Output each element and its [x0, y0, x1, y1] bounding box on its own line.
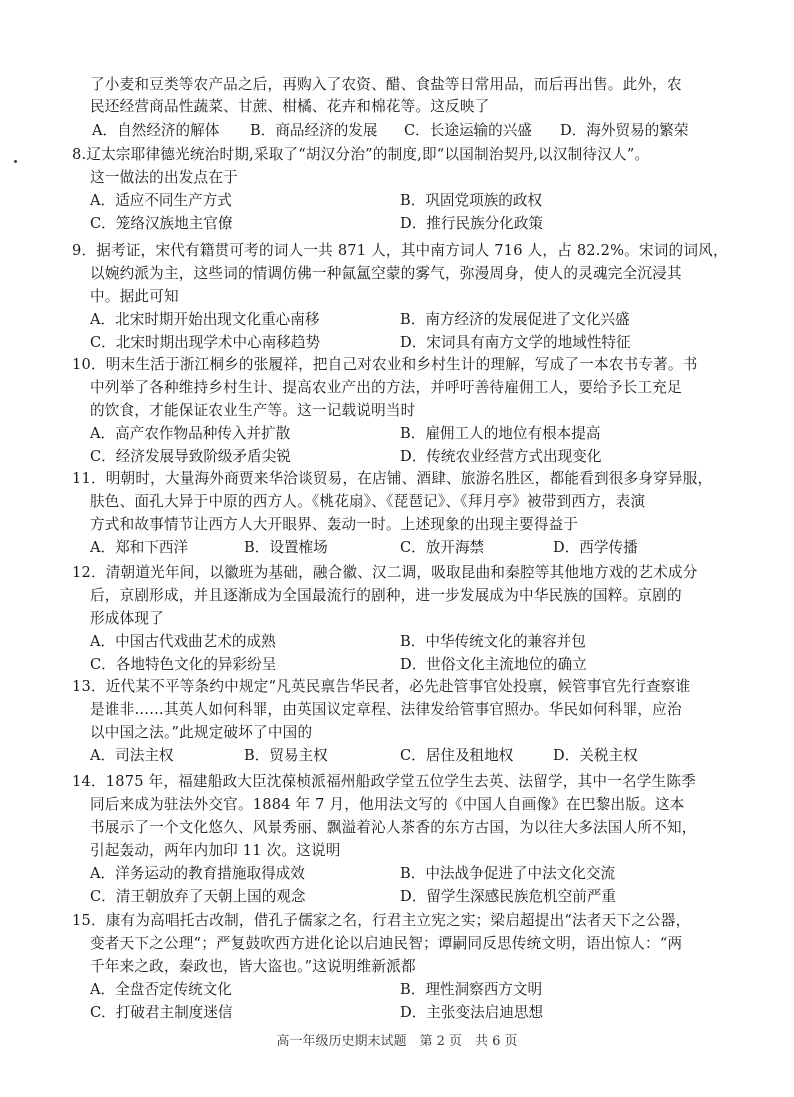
option-a: A．郑和下西洋 [90, 539, 189, 556]
option-a: A．洋务运动的教育措施取得成效 [90, 865, 305, 882]
option-b: B．中华传统文化的兼容并包 [400, 633, 586, 650]
question-13-line: 以中国之法。”此规定破坏了中国的 [90, 724, 313, 741]
question-11-line: 方式和故事情节让西方人大开眼界、轰动一时。上述现象的出现主要得益于 [90, 516, 579, 533]
option-c: C．经济发展导致阶级矛盾尖锐 [90, 448, 291, 465]
option-d: D．推行民族分化政策 [400, 215, 544, 232]
option-c: C．清王朝放弃了天朝上国的观念 [90, 888, 306, 905]
option-a: A．全盘否定传统文化 [90, 981, 232, 998]
question-15-line: 千年来之政，秦政也，皆大盗也。”这说明维新派都 [90, 958, 416, 975]
option-b: B．商品经济的发展 [250, 122, 378, 139]
question-15-line: 15．康有为高唱托古改制，借孔子儒家之名，行君主立宪之实；梁启超提出“法者天下之公器， [72, 912, 691, 929]
question-13-line: 是谁非……其英人如何科罪，由英国议定章程、法律发给管事官照办。华民如何科罪，应治 [90, 701, 682, 718]
question-12-line: 形成体现了 [90, 610, 164, 627]
option-a: A．适应不同生产方式 [90, 192, 232, 209]
intro-line: 民还经营商品性蔬菜、甘蔗、柑橘、花卉和棉花等。这反映了 [90, 98, 490, 115]
option-d: D．关税主权 [553, 747, 638, 764]
option-b: B．巩固党项族的政权 [400, 192, 543, 209]
option-d: D．传统农业经营方式出现变化 [400, 448, 602, 465]
question-9-line: 9．据考证，宋代有籍贯可考的词人一共 871 人，其中南方词人 716 人，占 82.2%。宋词的词风， [72, 242, 728, 259]
option-a: A．北宋时期开始出现文化重心南移 [90, 311, 320, 328]
question-8-line: 这一做法的出发点在于 [90, 169, 238, 186]
question-11-line: 11．明朝时，大量海外商贾来华洽谈贸易，在店铺、酒肆、旅游名胜区，都能看到很多身穿异服， [72, 470, 713, 487]
question-8-line: 8.辽太宗耶律德光统治时期,采取了“胡汉分治”的制度,即“以国制治契丹,以汉制待汉人”。 [72, 146, 650, 163]
question-10-line: 10．明末生活于浙江桐乡的张履祥，把自己对农业和乡村生计的理解，写成了一本农书专著。书 [72, 356, 698, 373]
question-9-line: 中。据此可知 [90, 288, 179, 305]
option-b: B．理性洞察西方文明 [400, 981, 543, 998]
scan-speck [14, 160, 17, 163]
option-b: B．雇佣工人的地位有根本提高 [400, 425, 601, 442]
question-13-line: 13．近代某不平等条约中规定“凡英民禀告华民者，必先赴管事官处投禀，候管事官先行查察谁 [72, 678, 691, 695]
option-d: D．留学生深感民族危机空前严重 [400, 888, 617, 905]
option-d: D．主张变法启迪思想 [400, 1004, 544, 1021]
option-b: B．设置榷场 [244, 539, 328, 556]
intro-line: 了小麦和豆类等农产品之后，再购入了农资、醋、食盐等日常用品，而后再出售。此外，农 [90, 76, 682, 93]
option-a: A．司法主权 [90, 747, 174, 764]
option-c: C．放开海禁 [400, 539, 485, 556]
question-9-line: 以婉约派为主，这些词的情调仿佛一种氤氲空蒙的雾气，弥漫周身，使人的灵魂完全沉浸其 [90, 265, 682, 282]
option-b: B．南方经济的发展促进了文化兴盛 [400, 311, 630, 328]
option-b: B．中法战争促进了中法文化交流 [400, 865, 616, 882]
question-14-line: 同后来成为驻法外交官。1884 年 7 月，他用法文写的《中国人自画像》在巴黎出版。这本 [90, 796, 685, 813]
question-12-line: 12．清朝道光年间，以徽班为基础，融合徽、汉二调，吸取昆曲和秦腔等其他地方戏的艺术成分 [72, 564, 698, 581]
option-d: D．宋词具有南方文学的地域性特征 [400, 334, 631, 351]
option-a: A．中国古代戏曲艺术的成熟 [90, 633, 276, 650]
option-d: D．世俗文化主流地位的确立 [400, 656, 587, 673]
question-14-line: 书展示了一个文化悠久、风景秀丽、飘溢着沁人茶香的东方古国，为以往大多法国人所不知， [90, 819, 697, 836]
question-14-line: 引起轰动，两年内加印 11 次。这说明 [90, 842, 341, 859]
question-12-line: 后，京剧形成，并且逐渐成为全国最流行的剧种，进一步发展成为中华民族的国粹。京剧的 [90, 587, 682, 604]
question-10-line: 中列举了各种维持乡村生计、提高农业产出的方法，并呼吁善待雇佣工人，要给予长工充足 [90, 379, 682, 396]
question-11-line: 肤色、面孔大异于中原的西方人。《桃花扇》、《琵琶记》、《拜月亭》被带到西方，表演 [90, 493, 646, 510]
option-c: C．长途运输的兴盛 [404, 122, 532, 139]
option-a: A．自然经济的解体 [92, 122, 220, 139]
option-c: C．北宋时期出现学术中心南移趋势 [90, 334, 321, 351]
page-footer: 高一年级历史期末试题 第 2 页 共 6 页 [276, 1034, 518, 1049]
option-c: C．笼络汉族地主官僚 [90, 215, 233, 232]
option-c: C．打破君主制度迷信 [90, 1004, 233, 1021]
option-d: D．海外贸易的繁荣 [560, 122, 689, 139]
question-10-line: 的饮食，才能保证农业生产等。这一记载说明当时 [90, 402, 416, 419]
option-a: A．高产农作物品种传入并扩散 [90, 425, 291, 442]
option-c: C．各地特色文化的异彩纷呈 [90, 656, 277, 673]
option-c: C．居住及租地权 [400, 747, 514, 764]
question-14-line: 14．1875 年，福建船政大臣沈葆桢派福州船政学堂五位学生去英、法留学，其中一名学生陈季 [72, 773, 696, 790]
option-d: D．西学传播 [553, 539, 638, 556]
question-15-line: 变者天下之公理“；严复鼓吹西方进化论以启迪民智；谭嗣同反思传统文明，语出惊人：“两 [90, 935, 683, 952]
option-b: B．贸易主权 [244, 747, 328, 764]
